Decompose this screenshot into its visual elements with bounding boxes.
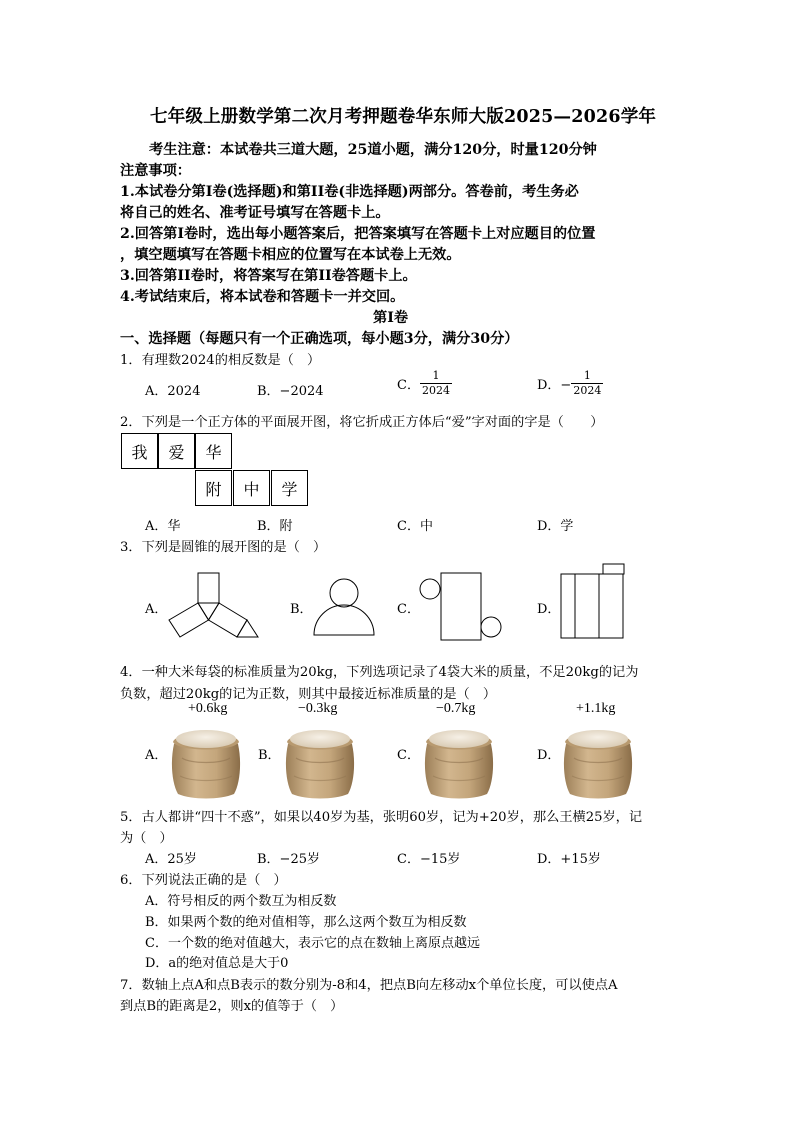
q6-option-b: B．如果两个数的绝对值相等，那么这两个数互为相反数 <box>145 915 467 930</box>
q3-option-a: A． <box>145 602 168 617</box>
q3-figure-c <box>418 570 508 645</box>
q2-option-c: C．中 <box>397 519 433 534</box>
q3-figure-d <box>558 560 633 645</box>
net-rectangle <box>441 573 481 640</box>
q3-figure-a-shapes <box>160 565 270 645</box>
cube-net-cell: 中 <box>233 470 270 506</box>
question-5-stem-line1: 5．古人都讲“四十不惑”，如果以40岁为基，张明60岁，记为+20岁，那么王横25岁，记 <box>120 810 643 825</box>
q1-option-c-label: C． <box>397 378 420 393</box>
exam-info: 考生注意：本试卷共三道大题，25道小题，满分120分，时量120分钟 <box>149 142 597 158</box>
q1-option-d-fraction <box>571 369 603 398</box>
q2-option-d: D．学 <box>537 519 574 534</box>
q1-option-d <box>537 369 603 398</box>
q5-option-b: B．−25岁 <box>257 852 320 867</box>
net-circle-top <box>420 579 440 599</box>
q3-option-d: D． <box>537 602 561 617</box>
q4-label-b: −0.3kg <box>298 701 338 716</box>
fraction-numerator: 1 <box>420 369 452 384</box>
fraction-denominator: 2024 <box>421 384 450 397</box>
q5-option-c: C．−15岁 <box>397 852 461 867</box>
net-small-triangle <box>237 620 258 637</box>
q1-option-c-fraction <box>420 369 452 398</box>
q1-option-b: B．−2024 <box>257 384 324 399</box>
q4-option-c: C． <box>397 748 420 763</box>
cube-net-cell: 附 <box>195 470 232 506</box>
q1-option-c <box>397 369 452 398</box>
q4-option-d: D． <box>537 748 561 763</box>
question-6-stem: 6．下列说法正确的是（ ） <box>120 873 287 888</box>
net-center-triangle <box>198 603 219 620</box>
question-4-stem-line1: 4．一种大米每袋的标准质量为20kg，下列选项记录了4袋大米的质量，不足20kg的记为 <box>120 665 639 680</box>
rice-sack-image <box>560 722 636 800</box>
q4-option-a: A． <box>145 748 168 763</box>
fraction-denominator: 2024 <box>573 384 602 397</box>
notice-item-2: 2.回答第Ⅰ卷时，选出每小题答案后，把答案填写在答题卡上对应题目的位置 <box>120 226 596 242</box>
q4-option-b: B． <box>258 748 281 763</box>
net-circle <box>330 579 358 607</box>
net-square-top <box>198 573 219 603</box>
question-5-stem-line2: 为（ ） <box>120 831 173 846</box>
q6-option-a: A．符号相反的两个数互为相反数 <box>145 894 337 909</box>
fraction-numerator: 1 <box>571 369 603 384</box>
cube-net-cell: 爱 <box>158 433 195 469</box>
cube-net-cell: 学 <box>271 470 308 506</box>
page-title: 七年级上册数学第二次月考押题卷华东师大版2025—2026学年 <box>150 107 657 127</box>
q4-label-a: +0.6kg <box>188 701 228 716</box>
q5-option-a: A．25岁 <box>145 852 197 867</box>
section-title: 一、选择题（每题只有一个正确选项，每小题3分，满分30分） <box>120 331 519 347</box>
q6-option-d: D．a的绝对值总是大于0 <box>145 956 289 971</box>
q3-figure-b <box>310 575 380 640</box>
question-1-stem: 1．有理数2024的相反数是（ ） <box>120 353 321 368</box>
cube-net-cell: 我 <box>121 433 158 469</box>
rice-sack-image <box>421 722 497 800</box>
net-circle-bottom <box>481 617 501 637</box>
part-title: 第Ⅰ卷 <box>373 310 409 326</box>
q5-option-d: D．+15岁 <box>537 852 601 867</box>
net-top-face <box>603 564 624 574</box>
notice-item-2-cont: ，填空题填写在答题卡相应的位置写在本试卷上无效。 <box>120 247 461 263</box>
notice-item-1: 1.本试卷分第Ⅰ卷(选择题)和第II卷(非选择题)两部分。答卷前，考生务必 <box>120 184 579 200</box>
q4-label-c: −0.7kg <box>436 701 476 716</box>
notice-item-3: 3.回答第II卷时，将答案写在第II卷答题卡上。 <box>120 268 417 284</box>
q3-option-b: B． <box>290 602 313 617</box>
notice-item-4: 4.考试结束后，将本试卷和答题卡一并交回。 <box>120 289 405 305</box>
rice-sack-image <box>168 722 244 800</box>
question-2-stem: 2．下列是一个正方体的平面展开图，将它折成正方体后“爱”字对面的字是（ ） <box>120 415 604 430</box>
question-7-stem-line2: 到点B的距离是2，则x的值等于（ ） <box>120 999 344 1014</box>
question-3-stem: 3．下列是圆锥的展开图的是（ ） <box>120 540 327 555</box>
q6-option-c: C．一个数的绝对值越大，表示它的点在数轴上离原点越远 <box>145 936 480 951</box>
q1-option-a: A．2024 <box>145 384 201 399</box>
question-4-stem-line2: 负数，超过20kg的记为正数，则其中最接近标准质量的是（ ） <box>120 687 497 702</box>
net-square-right <box>209 603 248 637</box>
question-7-stem-line1: 7．数轴上点A和点B表示的数分别为-8和4，把点B向左移动x个单位长度，可以使点A <box>120 978 618 993</box>
q3-option-c: C． <box>397 602 420 617</box>
q1-option-d-label: D．− <box>537 378 572 393</box>
net-sector <box>314 605 374 635</box>
notice-item-1-cont: 将自己的姓名、准考证号填写在答题卡上。 <box>120 205 390 221</box>
q2-option-a: A．华 <box>145 519 181 534</box>
net-face <box>575 574 599 638</box>
net-face <box>599 574 623 638</box>
notice-heading: 注意事项： <box>120 163 191 179</box>
q4-label-d: +1.1kg <box>576 701 616 716</box>
net-face <box>561 574 575 638</box>
cube-net-cell: 华 <box>195 433 232 469</box>
rice-sack-image <box>282 722 358 800</box>
q2-option-b: B．附 <box>257 519 293 534</box>
net-square-left <box>169 603 209 637</box>
